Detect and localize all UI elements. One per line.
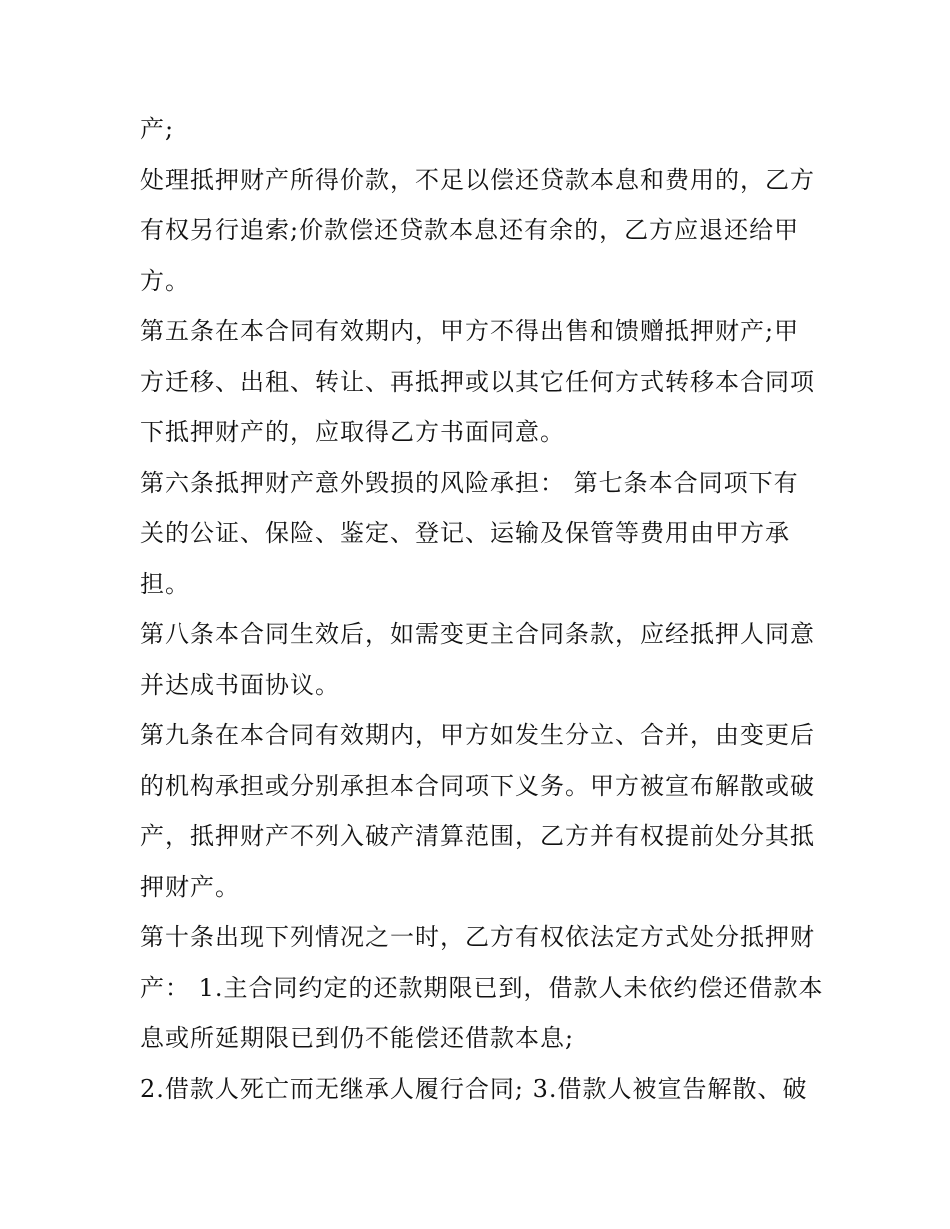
text-line: 方。 [140,266,190,295]
text-line: 有权另行追索;价款偿还贷款本息还有余的，乙方应退还给甲 [140,216,800,244]
text-line: 产; [140,115,175,143]
text-line: 产，抵押财产不列入破产清算范围，乙方并有权提前处分其抵 [140,822,815,850]
text-line: 第十条出现下列情况之一时，乙方有权依法定方式处分抵押财 [140,923,815,951]
text-line: 处理抵押财产所得价款，不足以偿还贷款本息和费用的，乙方 [140,165,815,194]
text-line: 的机构承担或分别承担本合同项下义务。甲方被宣布解散或破 [140,771,815,800]
text-line: 第八条本合同生效后，如需变更主合同条款，应经抵押人同意 [140,620,815,648]
text-line: 息或所延期限已到仍不能偿还借款本息; [140,1024,575,1052]
text-line: 并达成书面协议。 [140,670,340,699]
text-line: 第六条抵押财产意外毁损的风险承担： 第七条本合同项下有 [140,468,799,497]
text-line: 第九条在本合同有效期内，甲方如发生分立、合并，由变更后 [140,721,815,749]
text-line: 第五条在本合同有效期内，甲方不得出售和馈赠抵押财产;甲 [140,317,800,345]
text-line: 担。 [140,569,190,598]
text-line: 押财产。 [140,872,240,901]
text-line: 2.借款人死亡而无继承人履行合同; 3.借款人被宣告解散、破 [140,1074,808,1103]
text-line: 下抵押财产的，应取得乙方书面同意。 [140,418,565,446]
contract-text [140,104,824,1114]
text-line: 关的公证、保险、鉴定、登记、运输及保管等费用由甲方承 [140,519,790,547]
text-line: 产： 1.主合同约定的还款期限已到，借款人未依约偿还借款本 [140,973,824,1002]
text-line: 方迁移、出租、转让、再抵押或以其它任何方式转移本合同项 [140,367,815,396]
